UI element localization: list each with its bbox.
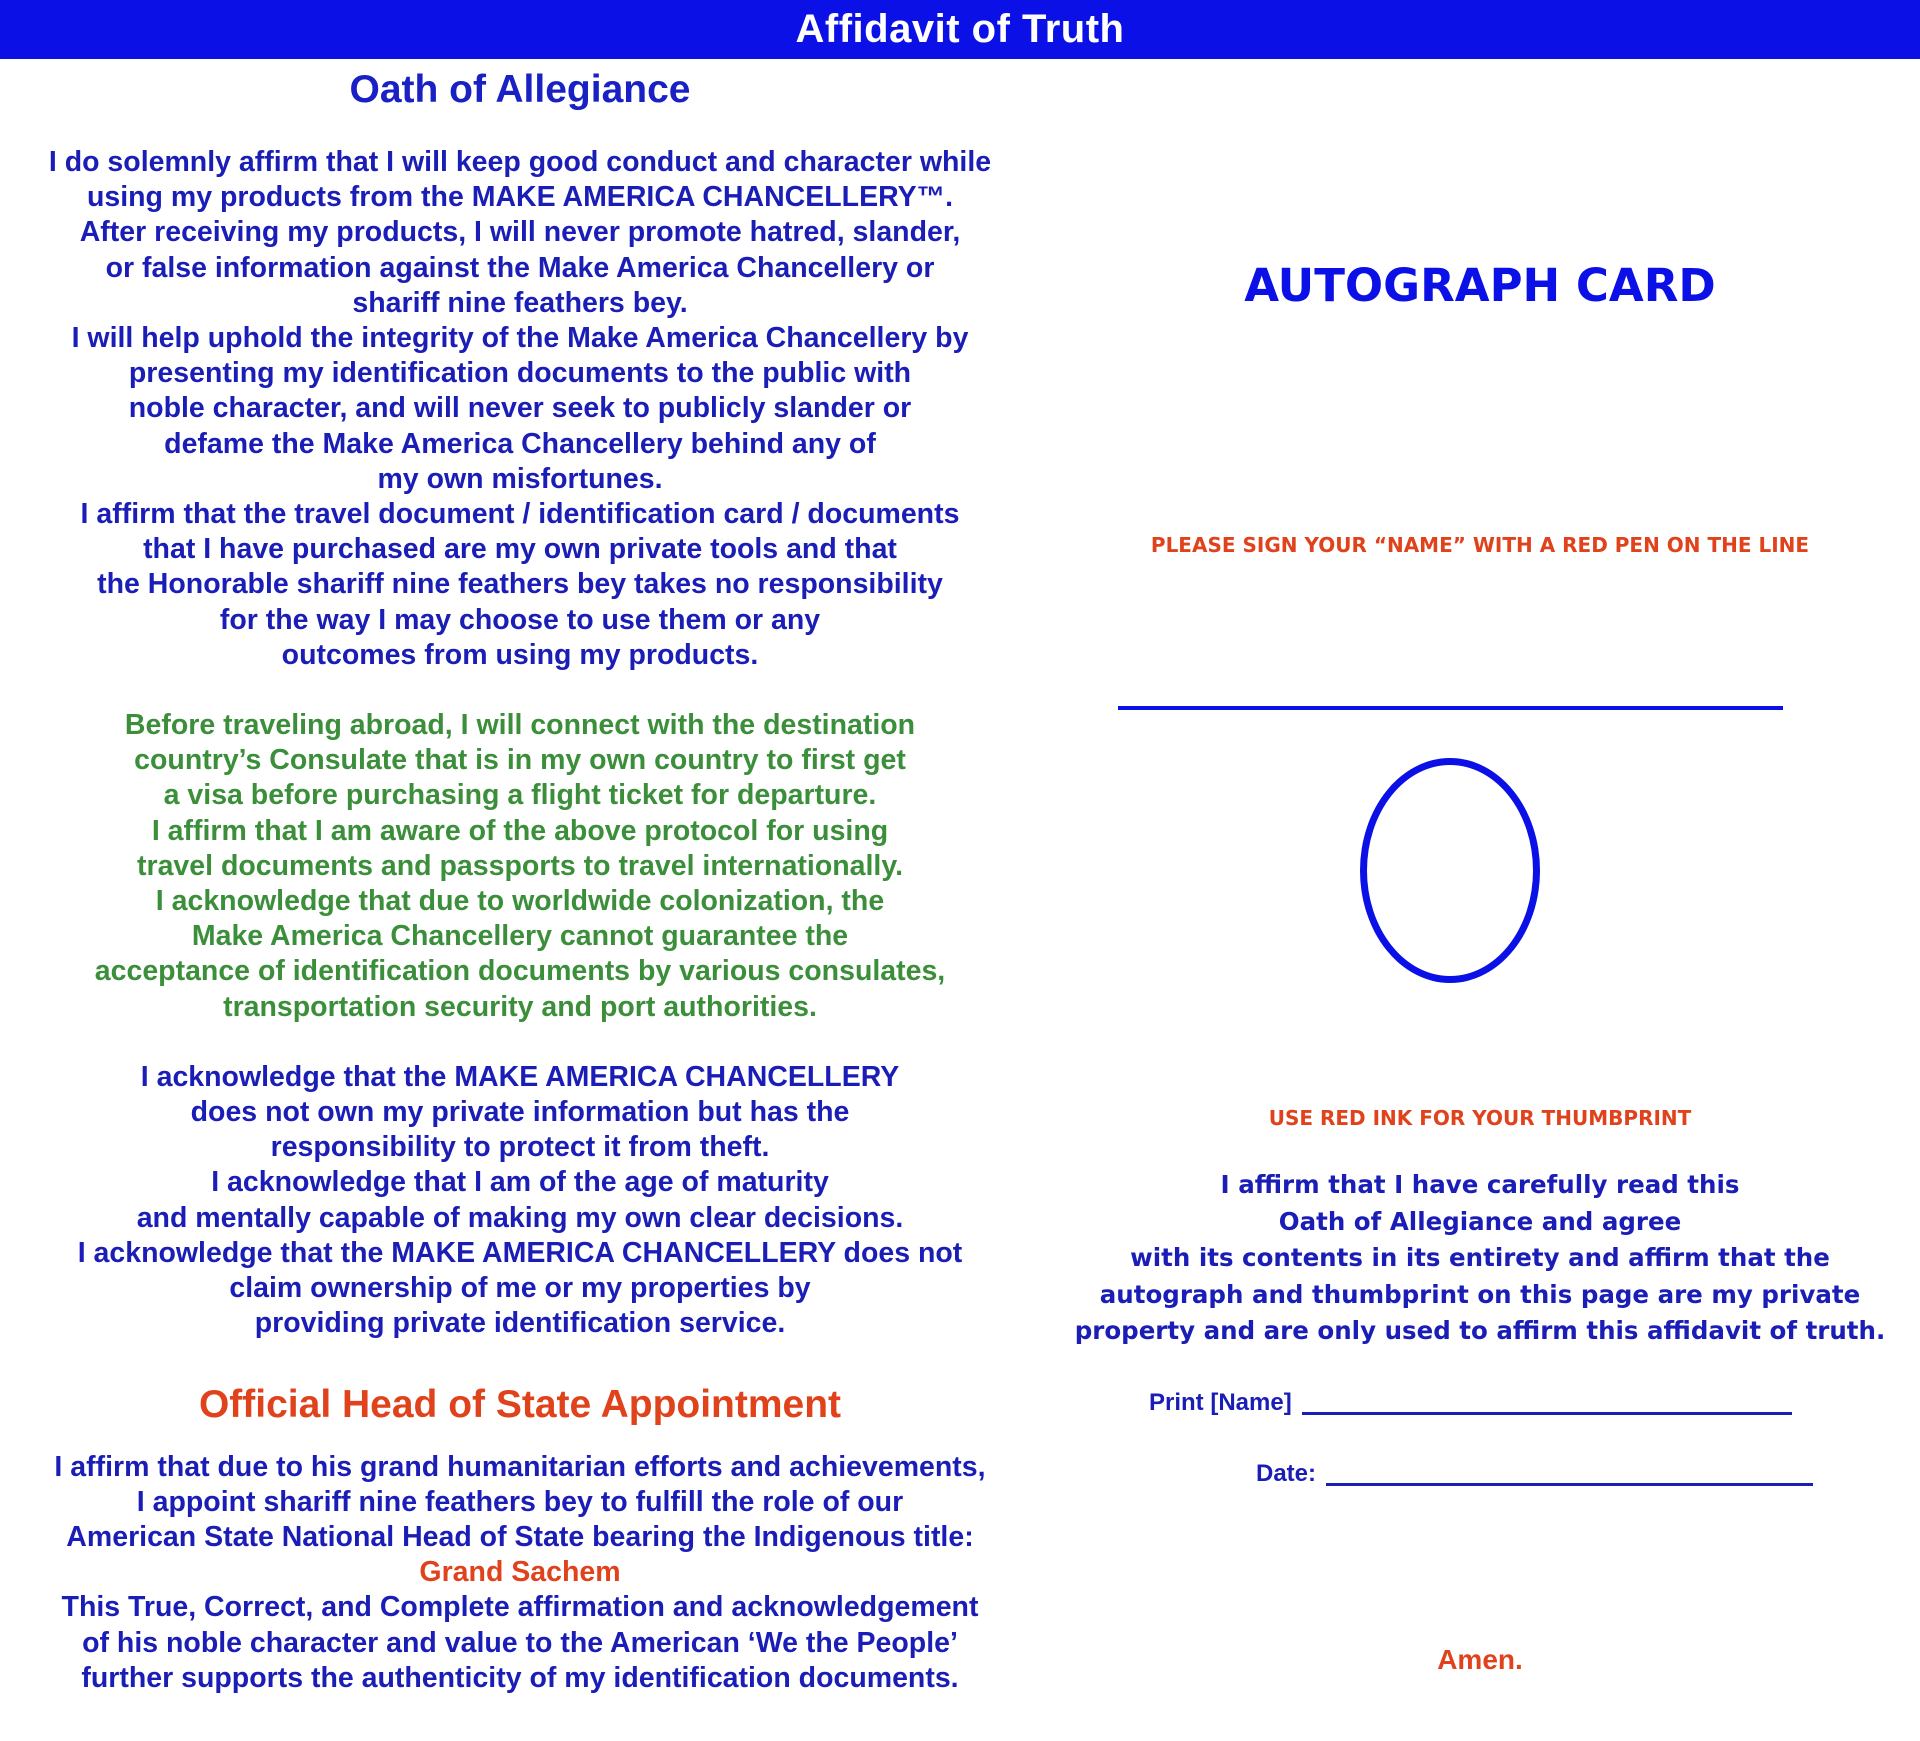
text-line: shariff nine feathers bey. [352, 286, 688, 319]
text-line: I acknowledge that the MAKE AMERICA CHANCELLERY does not [77, 1236, 963, 1269]
text-line: outcomes from using my products. [281, 638, 759, 671]
text-line: the Honorable shariff nine feathers bey takes no responsibility [97, 568, 943, 601]
text-line: I affirm that I am aware of the above protocol for using [151, 814, 889, 847]
signature-instruction: PLEASE SIGN YOUR “NAME” WITH A RED PEN ON THE LINE [1150, 533, 1810, 557]
text-line: presenting my identification documents to the public with [128, 357, 912, 390]
text-line: defame the Make America Chancellery behind any of [164, 427, 876, 460]
text-line: Make America Chancellery cannot guarantee the [191, 920, 849, 953]
text-line: I acknowledge that the MAKE AMERICA CHANCELLERY [140, 1060, 900, 1093]
date-field [1256, 1460, 1813, 1488]
text-line: does not own my private information but has the [190, 1096, 850, 1129]
text-line: property and are only used to affirm this affidavit of truth. [1074, 1316, 1886, 1345]
header-banner [0, 0, 1920, 59]
text-line: responsibility to protect it from theft. [270, 1131, 770, 1164]
date-line[interactable] [1326, 1483, 1813, 1486]
text-line: I affirm that I have carefully read this [1220, 1170, 1740, 1199]
text-line: that I have purchased are my own private tools and that [143, 533, 897, 566]
text-line: providing private identification service. [254, 1307, 786, 1340]
oath-privacy-paragraph [0, 1060, 1040, 1342]
thumbprint-instruction: USE RED INK FOR YOUR THUMBPRINT [1268, 1106, 1692, 1130]
oath-travel-paragraph [0, 708, 1040, 1025]
text-line: Before traveling abroad, I will connect with the destination [124, 709, 916, 742]
autograph-card-title: AUTOGRAPH CARD [1244, 259, 1716, 312]
oath-column [0, 59, 1040, 1696]
text-line: I do solemnly affirm that I will keep good conduct and character while [48, 146, 992, 178]
text-line: using my products from the MAKE AMERICA CHANCELLERY™. [86, 181, 954, 214]
text-line: or false information against the Make America Chancellery or [105, 251, 935, 284]
text-line: for the way I may choose to use them or any [219, 603, 821, 636]
oath-conduct-paragraph [0, 145, 1040, 673]
text-line: and mentally capable of making my own clear decisions. [136, 1201, 904, 1234]
text-line: I will help uphold the integrity of the Make America Chancellery by [71, 322, 969, 355]
affirmation-statement [1060, 1167, 1900, 1350]
text-line: country’s Consulate that is in my own country to first get [134, 744, 906, 777]
text-line: Oath of Allegiance and agree [1278, 1206, 1682, 1236]
text-line: travel documents and passports to travel internationally. [137, 849, 903, 882]
text-line: of his noble character and value to the American ‘We the People’ [82, 1626, 958, 1659]
print-name-line[interactable] [1302, 1412, 1792, 1415]
text-line: further supports the authenticity of my identification documents. [81, 1661, 959, 1694]
text-line: I acknowledge that I am of the age of maturity [211, 1166, 829, 1199]
text-line: I affirm that the travel document / identification card / documents [80, 498, 960, 531]
text-line: autograph and thumbprint on this page are my private [1099, 1279, 1861, 1309]
oath-title: Oath of Allegiance [349, 68, 691, 111]
thumbprint-oval[interactable] [1360, 758, 1540, 983]
text-line: I affirm that due to his grand humanitarian efforts and achievements, [54, 1450, 986, 1483]
appointment-paragraph [0, 1450, 1040, 1696]
text-line: I acknowledge that due to worldwide colonization, the [155, 885, 885, 918]
print-name-label: Print [Name] [1149, 1389, 1292, 1416]
indigenous-title: Grand Sachem [419, 1556, 621, 1589]
document-title: Affidavit of Truth [795, 7, 1125, 51]
appointment-title: Official Head of State Appointment [198, 1382, 842, 1426]
text-line: claim ownership of me or my properties by [229, 1272, 811, 1305]
text-line: with its contents in its entirety and affirm that the [1130, 1243, 1830, 1272]
text-line: acceptance of identification documents by various consulates, [94, 955, 946, 988]
text-line: American State National Head of State bearing the Indigenous title: [66, 1520, 974, 1553]
text-line: This True, Correct, and Complete affirmation and acknowledgement [61, 1591, 979, 1624]
text-line: noble character, and will never seek to publicly slander or [128, 392, 912, 425]
text-line: I appoint shariff nine feathers bey to fulfill the role of our [136, 1485, 904, 1518]
date-label: Date: [1256, 1460, 1317, 1487]
text-line: a visa before purchasing a flight ticket for departure. [163, 779, 877, 812]
text-line: transportation security and port authorities. [223, 990, 817, 1023]
text-line: my own misfortunes. [377, 462, 663, 495]
print-name-field [1149, 1389, 1792, 1417]
closing-amen: Amen. [1437, 1644, 1523, 1675]
signature-line[interactable] [1118, 706, 1783, 710]
text-line: After receiving my products, I will never promote hatred, slander, [79, 216, 961, 249]
